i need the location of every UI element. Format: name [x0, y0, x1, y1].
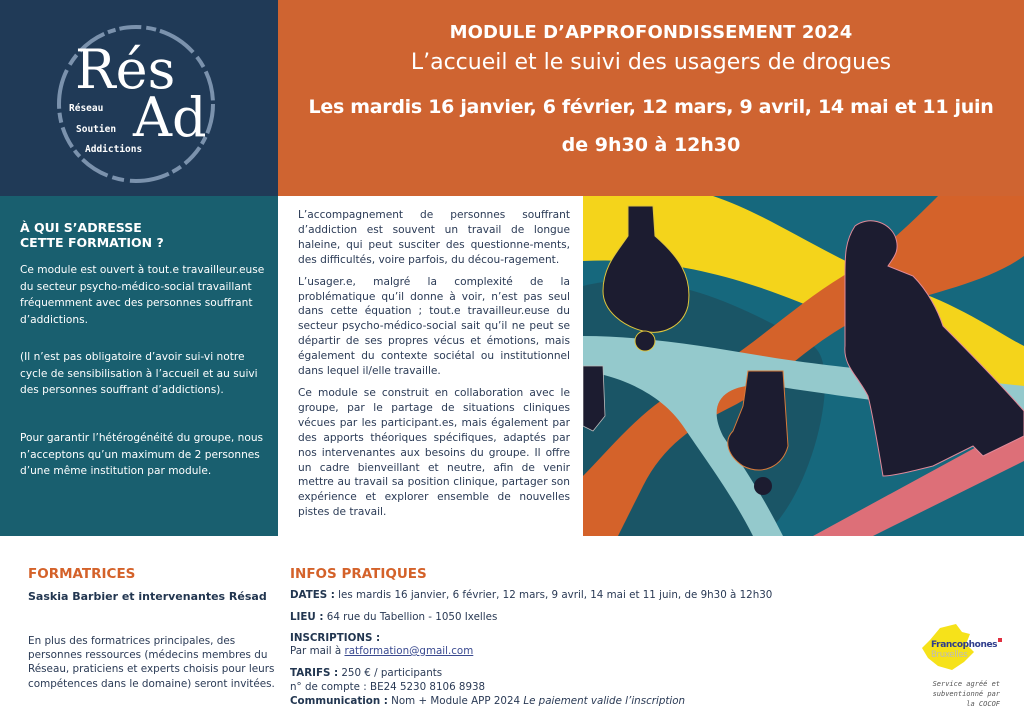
module-title: MODULE D’APPROFONDISSEMENT 2024 [449, 22, 853, 43]
logo-res: Rés [75, 38, 176, 101]
cocof-logo-line1: Francophones [931, 640, 998, 650]
place-value: 64 rue du Tabellion - 1050 Ixelles [323, 611, 498, 623]
audience-paragraph: Pour garantir l’hétérogénéité du groupe, nous n’acceptons qu’un maximum de 2 personnes d’une même institution par module. [20, 432, 264, 478]
logo-line-addictions: Addictions [85, 144, 143, 155]
logo-panel [0, 0, 278, 196]
dates-value: les mardis 16 janvier, 6 février, 12 mars, 9 avril, 14 mai et 11 juin, de 9h30 à 12h30 [334, 589, 773, 601]
audience-title-line2: CETTE FORMATION ? [20, 235, 164, 250]
trainers-title: FORMATRICES [28, 566, 136, 582]
people-walking-illustration-icon [583, 196, 1024, 536]
communication-label: Communication : [290, 695, 388, 707]
info-account: n° de compte : BE24 5230 8106 8938 [290, 681, 486, 693]
intro-paragraph: L’usager.e, malgré la complexité de la problématique qu’il donne à voir, n’est pas seul dans cette équation ; tout.e travailleur.euse du secteur psycho-médico-social sait qu’il ne peut se départir de ses propres vécus et émotions, mais également du contexte sociétal ou institutionnel dans lequel il/elle travaille. [298, 275, 570, 378]
registration-label: INSCRIPTIONS : [290, 632, 381, 644]
cocof-caption [900, 679, 1000, 709]
intro-paragraph: Ce module se construit en collaboration avec le groupe, par le partage de situations cliniques vécues par les participant.es, mais également par des apports théoriques spécifiques, adaptés par nos intervenantes aux besoins du groupe. Il offre un cadre bienveillant et neutre, afin de venir mettre au travail sa position clinique, partager son expérience et explorer ensemble de nouvelles pistes de travail. [298, 386, 570, 519]
cocof-logo [918, 622, 1008, 674]
registration-email-link[interactable]: ratformation@gmail.com [344, 645, 474, 657]
communication-value: Nom + Module APP 2024 [387, 695, 524, 707]
info-place [290, 611, 497, 623]
fee-value: 250 € / participants [338, 667, 443, 679]
trainer-names: Saskia Barbier et intervenantes Résad [28, 590, 267, 603]
module-subtitle: L’accueil et le suivi des usagers de drogues [410, 50, 892, 75]
intro-paragraph: L’accompagnement de personnes souffrant d’addiction est souvent un travail de longue haleine, qui peut susciter des questionne-ments, des difficultés, voire parfois, du décou-ragement. [298, 209, 570, 266]
info-registration-label [290, 632, 380, 644]
audience-panel [0, 196, 278, 536]
resad-logo [55, 23, 217, 185]
registration-prefix: Par mail à [290, 645, 345, 657]
info-dates [290, 589, 772, 601]
session-dates: Les mardis 16 janvier, 6 février, 12 mars, 9 avril, 14 mai et 11 juin [308, 96, 994, 118]
info-registration [290, 645, 473, 657]
dates-label: DATES : [290, 589, 335, 601]
fee-label: TARIFS : [290, 667, 339, 679]
logo-ad: Ad [133, 86, 207, 149]
logo-line-reseau: Réseau [69, 103, 104, 114]
intro-text [298, 208, 570, 527]
info-communication [290, 695, 685, 707]
communication-note: Le paiement valide l’inscription [523, 695, 686, 707]
session-hours: de 9h30 à 12h30 [561, 134, 741, 156]
title-panel [278, 0, 1024, 196]
audience-paragraph: Ce module est ouvert à tout.e travailleur.euse du secteur psycho-médico-social travaillant fréquemment avec des personnes souffrant d’addictions. [20, 264, 265, 327]
place-label: LIEU : [290, 611, 324, 623]
illustration [583, 196, 1024, 536]
audience-title-line1: À QUI S’ADRESSE [20, 220, 142, 235]
info-fee [290, 667, 442, 679]
trainer-description: En plus des formatrices principales, des personnes ressources (médecins membres du Réseau, praticiens et experts choisis pour leurs compétences dans le domaine) seront invitées. [28, 635, 275, 690]
practical-title: INFOS PRATIQUES [290, 566, 427, 582]
cocof-caption-line3: la COCOF [966, 700, 1000, 708]
audience-paragraph: (Il n’est pas obligatoire d’avoir sui-vi notre cycle de sensibilisation à l’accueil et au suivi des personnes souffrant d’addictions). [20, 351, 258, 397]
cocof-logo-line2: Bruxelles [931, 650, 968, 660]
cocof-caption-line1: Service agréé et [932, 680, 1000, 688]
audience-title [20, 220, 260, 250]
cocof-caption-line2: subventionné par [932, 690, 1000, 698]
logo-line-soutien: Soutien [76, 124, 117, 135]
